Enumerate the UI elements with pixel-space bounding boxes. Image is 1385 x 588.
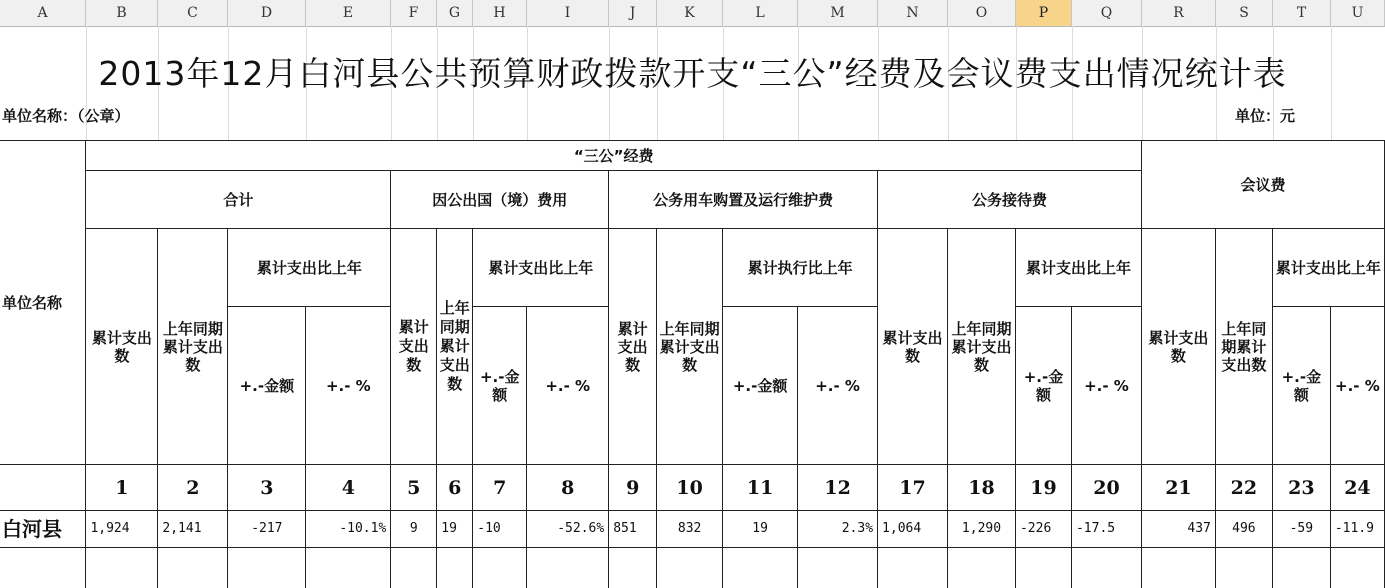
data-cell[interactable]: 2.3% bbox=[798, 511, 878, 548]
column-number-cell[interactable]: 24 bbox=[1330, 465, 1384, 511]
empty-cell[interactable] bbox=[527, 548, 609, 588]
unit-name-header[interactable]: 单位名称 bbox=[0, 141, 86, 465]
column-number-row bbox=[0, 465, 1385, 511]
abroad-cum-spend-header[interactable]: 累计支出数 bbox=[391, 229, 437, 465]
reception-last-year-header[interactable]: 上年同期累计支出数 bbox=[948, 229, 1016, 465]
column-header-B[interactable]: B bbox=[86, 0, 158, 26]
column-header-G[interactable]: G bbox=[437, 0, 473, 26]
data-cell[interactable]: -10 bbox=[473, 511, 527, 548]
empty-cell[interactable] bbox=[657, 548, 723, 588]
data-cell[interactable]: 496 bbox=[1215, 511, 1272, 548]
vehicle-cum-spend-header[interactable]: 累计支出数 bbox=[609, 229, 657, 465]
abroad-diff-amount-header[interactable]: +.-金额 bbox=[473, 307, 527, 465]
empty-cell[interactable] bbox=[0, 548, 86, 588]
reception-cum-spend-header[interactable]: 累计支出数 bbox=[878, 229, 948, 465]
empty-cell[interactable] bbox=[609, 548, 657, 588]
vehicle-last-year-header[interactable]: 上年同期累计支出数 bbox=[657, 229, 723, 465]
column-header-Q[interactable]: Q bbox=[1072, 0, 1142, 26]
column-number-cell[interactable]: 12 bbox=[798, 465, 878, 511]
abroad-last-year-header[interactable]: 上年同期累计支出数 bbox=[437, 229, 473, 465]
meeting-diff-pct-header[interactable]: +.- % bbox=[1330, 307, 1384, 465]
column-number-cell[interactable]: 23 bbox=[1272, 465, 1330, 511]
column-number-cell[interactable]: 11 bbox=[723, 465, 798, 511]
column-header-K[interactable]: K bbox=[657, 0, 723, 26]
abroad-vs-last-year-header[interactable]: 累计支出比上年 bbox=[473, 229, 609, 307]
data-cell[interactable]: -11.9 bbox=[1330, 511, 1384, 548]
diff-amount-header[interactable]: +.-金额 bbox=[228, 307, 306, 465]
column-header-P[interactable]: P bbox=[1016, 0, 1072, 26]
empty-row bbox=[0, 548, 1385, 588]
column-number-cell[interactable]: 17 bbox=[878, 465, 948, 511]
column-number-cell[interactable]: 21 bbox=[1141, 465, 1215, 511]
empty-cell[interactable] bbox=[1330, 548, 1384, 588]
column-header-E[interactable]: E bbox=[306, 0, 391, 26]
empty-cell[interactable] bbox=[158, 548, 228, 588]
column-number-cell[interactable]: 22 bbox=[1215, 465, 1272, 511]
column-header-L[interactable]: L bbox=[723, 0, 798, 26]
column-number-cell[interactable]: 6 bbox=[437, 465, 473, 511]
column-number-cell[interactable]: 18 bbox=[948, 465, 1016, 511]
column-header-M[interactable]: M bbox=[798, 0, 878, 26]
data-cell[interactable]: 851 bbox=[609, 511, 657, 548]
reception-diff-pct-header[interactable]: +.- % bbox=[1071, 307, 1141, 465]
empty-cell[interactable] bbox=[1141, 548, 1215, 588]
reception-group-header[interactable]: 公务接待费 bbox=[878, 171, 1142, 229]
total-group-header[interactable]: 合计 bbox=[86, 171, 391, 229]
data-cell[interactable]: 19 bbox=[723, 511, 798, 548]
column-number-cell[interactable]: 4 bbox=[306, 465, 391, 511]
data-cell[interactable]: 2,141 bbox=[158, 511, 228, 548]
column-number-cell[interactable]: 9 bbox=[609, 465, 657, 511]
column-header-T[interactable]: T bbox=[1273, 0, 1331, 26]
column-header-F[interactable]: F bbox=[391, 0, 437, 26]
data-cell[interactable]: 1,924 bbox=[86, 511, 158, 548]
meeting-diff-amount-header[interactable]: +.-金额 bbox=[1272, 307, 1330, 465]
column-number-cell[interactable]: 3 bbox=[228, 465, 306, 511]
data-cell[interactable]: -17.5 bbox=[1071, 511, 1141, 548]
column-number-empty[interactable] bbox=[0, 465, 86, 511]
reception-vs-last-year-header[interactable]: 累计支出比上年 bbox=[1015, 229, 1141, 307]
empty-cell[interactable] bbox=[948, 548, 1016, 588]
column-header-I[interactable]: I bbox=[527, 0, 609, 26]
column-header-U[interactable]: U bbox=[1331, 0, 1385, 26]
column-header-J[interactable]: J bbox=[609, 0, 657, 26]
unit-name-label[interactable]: 单位名称：（公章） bbox=[2, 107, 130, 125]
empty-cell[interactable] bbox=[1215, 548, 1272, 588]
data-cell[interactable]: -52.6% bbox=[527, 511, 609, 548]
sangong-header[interactable]: “三公”经费 bbox=[86, 141, 1142, 171]
data-cell[interactable]: -59 bbox=[1272, 511, 1330, 548]
meeting-last-year-header[interactable]: 上年同期累计支出数 bbox=[1215, 229, 1272, 465]
last-year-cum-header[interactable]: 上年同期累计支出数 bbox=[158, 229, 228, 465]
data-cell[interactable]: 19 bbox=[437, 511, 473, 548]
abroad-group-header[interactable]: 因公出国（境）费用 bbox=[391, 171, 609, 229]
column-header-H[interactable]: H bbox=[473, 0, 527, 26]
column-header-R[interactable]: R bbox=[1142, 0, 1216, 26]
column-number-cell[interactable]: 19 bbox=[1015, 465, 1071, 511]
empty-cell[interactable] bbox=[391, 548, 437, 588]
table-row bbox=[0, 511, 1385, 548]
data-cell[interactable]: -226 bbox=[1015, 511, 1071, 548]
report-title[interactable]: 2013年12月白河县公共预算财政拨款开支“三公”经费及会议费支出情况统计表 bbox=[98, 54, 1287, 93]
data-cell[interactable]: 1,064 bbox=[878, 511, 948, 548]
column-number-cell[interactable]: 10 bbox=[657, 465, 723, 511]
reception-diff-amount-header[interactable]: +.-金额 bbox=[1015, 307, 1071, 465]
row-unit-name[interactable]: 白河县 bbox=[0, 511, 86, 548]
abroad-diff-pct-header[interactable]: +.- % bbox=[527, 307, 609, 465]
diff-pct-header[interactable]: +.- % bbox=[306, 307, 391, 465]
vehicle-group-header[interactable]: 公务用车购置及运行维护费 bbox=[609, 171, 878, 229]
empty-cell[interactable] bbox=[437, 548, 473, 588]
column-header-C[interactable]: C bbox=[158, 0, 228, 26]
column-number-cell[interactable]: 2 bbox=[158, 465, 228, 511]
column-header-bar bbox=[0, 0, 1385, 27]
empty-cell[interactable] bbox=[798, 548, 878, 588]
empty-cell[interactable] bbox=[1272, 548, 1330, 588]
empty-cell[interactable] bbox=[1071, 548, 1141, 588]
cum-vs-last-year-header[interactable]: 累计支出比上年 bbox=[228, 229, 391, 307]
data-cell[interactable]: 832 bbox=[657, 511, 723, 548]
data-cell[interactable]: 1,290 bbox=[948, 511, 1016, 548]
meeting-vs-last-year-header[interactable]: 累计支出比上年 bbox=[1272, 229, 1384, 307]
column-number-cell[interactable]: 8 bbox=[527, 465, 609, 511]
column-header-S[interactable]: S bbox=[1216, 0, 1273, 26]
empty-cell[interactable] bbox=[473, 548, 527, 588]
data-cell[interactable]: 437 bbox=[1141, 511, 1215, 548]
empty-cell[interactable] bbox=[878, 548, 948, 588]
empty-cell[interactable] bbox=[86, 548, 158, 588]
meeting-cum-spend-header[interactable]: 累计支出数 bbox=[1141, 229, 1215, 465]
statistics-table bbox=[0, 140, 1385, 588]
data-cell[interactable]: 9 bbox=[391, 511, 437, 548]
column-header-A[interactable]: A bbox=[0, 0, 86, 26]
column-header-N[interactable]: N bbox=[878, 0, 948, 26]
vehicle-exec-vs-last-year-header[interactable]: 累计执行比上年 bbox=[723, 229, 878, 307]
data-cell[interactable]: -10.1% bbox=[306, 511, 391, 548]
vehicle-diff-amount-header[interactable]: +.-金额 bbox=[723, 307, 798, 465]
data-cell[interactable]: -217 bbox=[228, 511, 306, 548]
empty-cell[interactable] bbox=[306, 548, 391, 588]
column-number-cell[interactable]: 5 bbox=[391, 465, 437, 511]
currency-unit-label[interactable]: 单位：元 bbox=[1235, 107, 1296, 125]
empty-cell[interactable] bbox=[1015, 548, 1071, 588]
column-number-cell[interactable]: 20 bbox=[1071, 465, 1141, 511]
column-header-O[interactable]: O bbox=[948, 0, 1016, 26]
empty-cell[interactable] bbox=[228, 548, 306, 588]
meeting-fee-header[interactable]: 会议费 bbox=[1141, 141, 1384, 229]
column-number-cell[interactable]: 1 bbox=[86, 465, 158, 511]
vehicle-diff-pct-header[interactable]: +.- % bbox=[798, 307, 878, 465]
column-header-D[interactable]: D bbox=[228, 0, 306, 26]
column-number-cell[interactable]: 7 bbox=[473, 465, 527, 511]
cum-spend-header[interactable]: 累计支出数 bbox=[86, 229, 158, 465]
empty-cell[interactable] bbox=[723, 548, 798, 588]
